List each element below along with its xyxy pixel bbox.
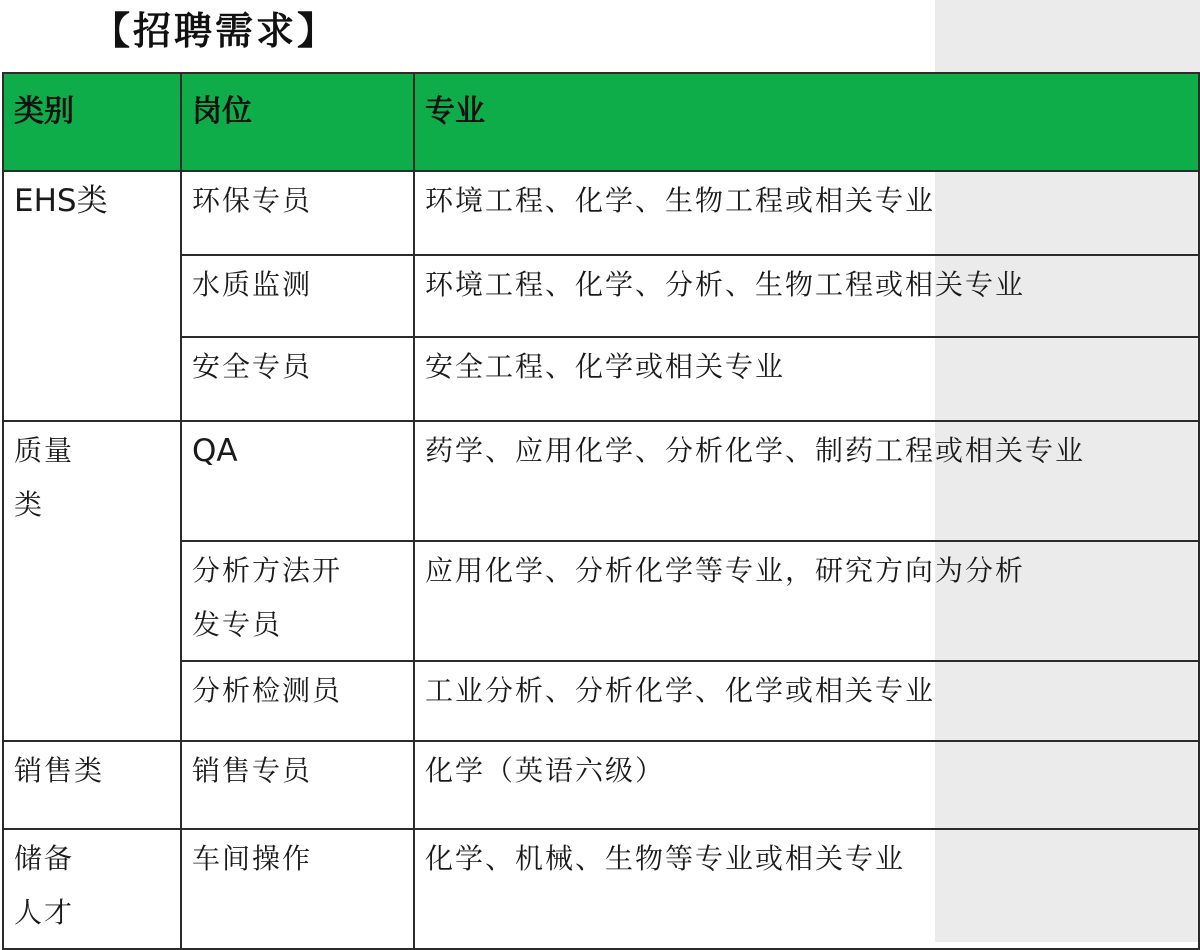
major-cell: 环境工程、化学、生物工程或相关专业 (414, 171, 1199, 255)
table-row (3, 255, 1199, 337)
table-row (3, 829, 1199, 949)
major-cell: 药学、应用化学、分析化学、制药工程或相关专业 (414, 421, 1199, 541)
recruitment-table (2, 72, 1200, 950)
major-cell: 安全工程、化学或相关专业 (414, 337, 1199, 421)
position-cell: 车间操作 (181, 829, 414, 949)
major-cell: 化学、机械、生物等专业或相关专业 (414, 829, 1199, 949)
position-cell: 安全专员 (181, 337, 414, 421)
table-row (3, 741, 1199, 829)
position-cell: 水质监测 (181, 255, 414, 337)
table-row (3, 541, 1199, 661)
table-row (3, 337, 1199, 421)
category-cell (3, 829, 181, 949)
category-label: EHS类 (14, 183, 108, 219)
major-cell: 工业分析、分析化学、化学或相关专业 (414, 661, 1199, 741)
major-cell: 环境工程、化学、分析、生物工程或相关专业 (414, 255, 1199, 337)
major-cell: 应用化学、分析化学等专业，研究方向为分析 (414, 541, 1199, 661)
position-cell: 环保专员 (181, 171, 414, 255)
table-row (3, 171, 1199, 255)
category-label: 质量类 (14, 434, 75, 521)
category-cell (3, 171, 181, 421)
category-cell: 销售类 (3, 741, 181, 829)
header-major: 专业 (414, 73, 1199, 171)
position-cell: 销售专员 (181, 741, 414, 829)
table-row (3, 661, 1199, 741)
position-cell (181, 541, 414, 661)
position-cell (181, 421, 414, 541)
position-cell: 分析检测员 (181, 661, 414, 741)
major-cell: 化学（英语六级） (414, 741, 1199, 829)
header-position: 岗位 (181, 73, 414, 171)
category-label: 储备人才 (14, 842, 75, 929)
page-title: 【招聘需求】 (92, 9, 339, 53)
category-cell (3, 421, 181, 741)
table-header-row (3, 73, 1199, 171)
position-label: 分析方法开发专员 (192, 554, 343, 641)
table-row (3, 421, 1199, 541)
position-label: QA (192, 433, 238, 469)
header-category: 类别 (3, 73, 181, 171)
